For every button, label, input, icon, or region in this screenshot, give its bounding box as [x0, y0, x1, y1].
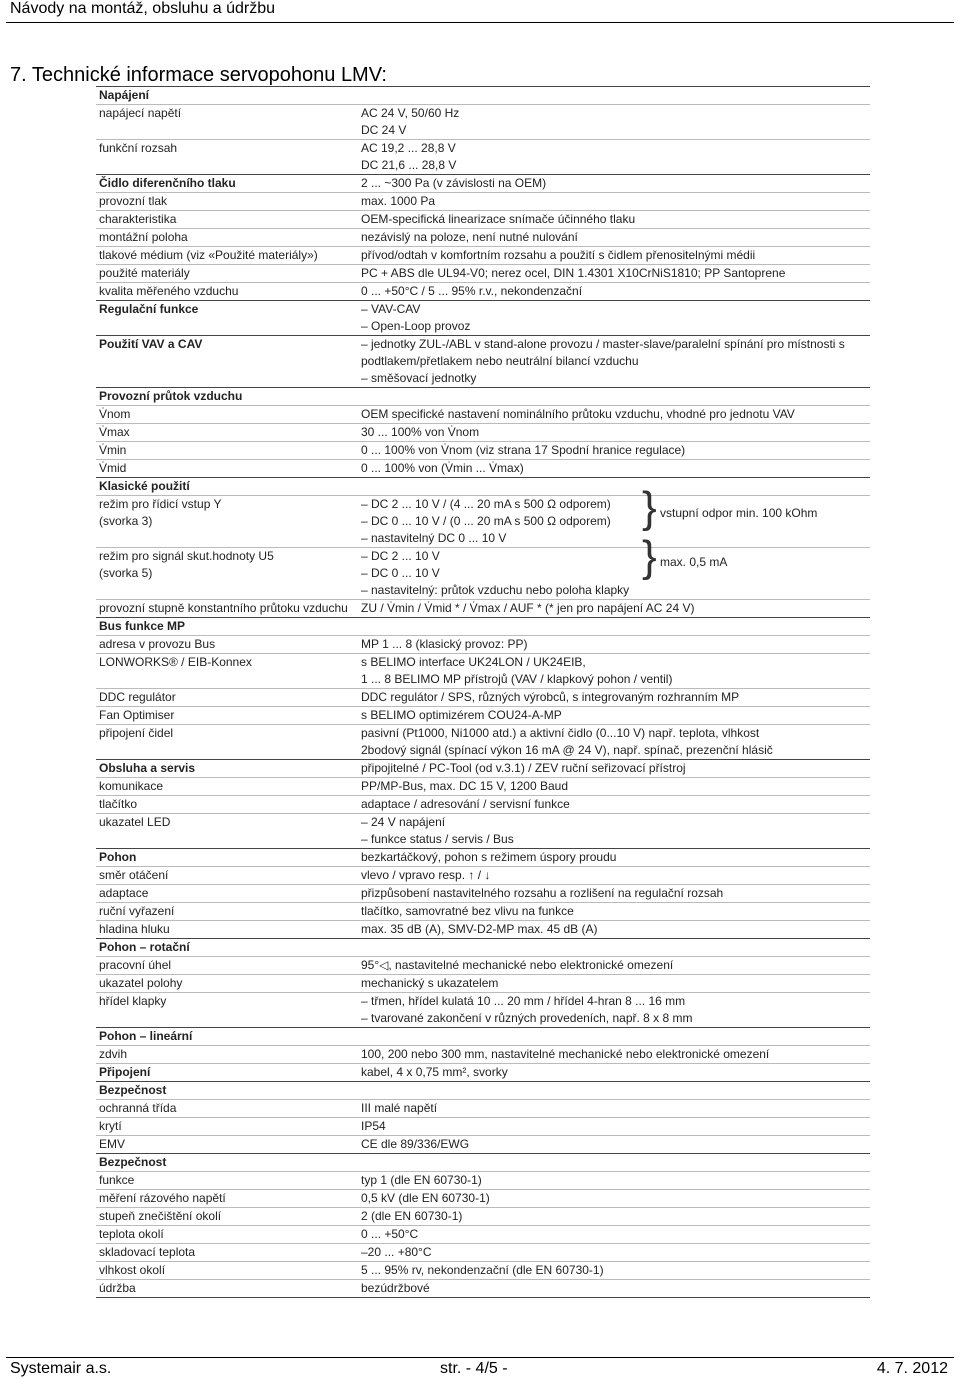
value-line: bezkartáčkový, pohon s režimem úspory proudu — [361, 850, 617, 864]
value-line: AC 24 V, 50/60 Hz — [361, 106, 460, 120]
value-line: – třmen, hřídel kulatá 10 ... 20 mm / hřídel 4-hran 8 ... 16 mm — [361, 994, 686, 1008]
section-title: Bezpečnost — [99, 1083, 167, 1097]
spec-label: pracovní úhel — [99, 958, 172, 972]
spec-row — [96, 795, 870, 813]
spec-label: V̇mid — [99, 461, 127, 475]
spec-label: V̇max — [99, 425, 130, 439]
section-title: Bezpečnost — [99, 1155, 167, 1169]
spec-value — [361, 1244, 870, 1261]
value-line: MP 1 ... 8 (klasický provoz: PP) — [361, 637, 528, 651]
value-line: max. 1000 Pa — [361, 194, 436, 208]
section-heading — [96, 938, 870, 956]
value-line: 2bodový signál (spínací výkon 16 mA @ 24 V), např. spínač, prezenční hlásič — [361, 743, 773, 757]
spec-value — [361, 496, 870, 547]
value-line: OEM specifické nastavení nominálního průtoku vzduchu, vhodné pro jednotu VAV — [361, 407, 795, 421]
value-line: DC 21,6 ... 28,8 V — [361, 158, 457, 172]
spec-label: tlakové médium (viz «Použité materiály») — [99, 248, 318, 262]
spec-label: stupeň znečištění okolí — [99, 1209, 222, 1223]
spec-row — [96, 688, 870, 706]
spec-row — [96, 1117, 870, 1135]
spec-row — [96, 547, 870, 599]
spec-label: kvalita měřeného vzduchu — [99, 284, 239, 298]
brace-note-output: max. 0,5 mA — [660, 555, 728, 569]
spec-row — [96, 866, 870, 884]
section-heading — [96, 1081, 870, 1099]
spec-row — [96, 459, 870, 477]
spec-row — [96, 282, 870, 300]
value-line: – nastavitelný: průtok vzduchu nebo poloha klapky — [361, 583, 630, 597]
section-heading — [96, 848, 870, 866]
spec-row — [96, 1099, 870, 1117]
value-line: ZU / V̇min / V̇mid * / V̇max / AUF * (* jen pro napájení AC 24 V) — [361, 601, 695, 615]
value-line: pasivní (Pt1000, Ni1000 atd.) a aktivní čidlo (0...10 V) např. teplota, vlhkost — [361, 726, 760, 740]
spec-value — [361, 424, 870, 441]
spec-value — [361, 105, 870, 139]
value-line: mechanický s ukazatelem — [361, 976, 499, 990]
value-line: – VAV-CAV — [361, 302, 421, 316]
value-line: IP54 — [361, 1119, 386, 1133]
spec-row — [96, 441, 870, 459]
spec-label: Připojení — [99, 1065, 151, 1079]
spec-value — [361, 1100, 870, 1117]
spec-row — [96, 1063, 870, 1081]
section-title: Obsluha a servis — [99, 761, 196, 775]
page-title: 7. Technické informace servopohonu LMV: — [10, 64, 387, 86]
section-heading — [96, 477, 870, 495]
section-heading — [96, 174, 870, 192]
spec-value — [361, 1064, 870, 1081]
spec-value — [361, 247, 870, 264]
spec-value — [361, 885, 870, 902]
spec-row — [96, 956, 870, 974]
header-rule — [6, 22, 954, 23]
value-line: bezúdržbové — [361, 1281, 430, 1295]
spec-value — [361, 442, 870, 459]
section-title: Pohon – rotační — [99, 940, 190, 954]
spec-label: ochranná třída — [99, 1101, 177, 1115]
value-line: 0 ... 100% von V̇nom (viz strana 17 Spodní hranice regulace) — [361, 443, 686, 457]
spec-value — [361, 1136, 870, 1153]
value-line: – 24 V napájení — [361, 815, 446, 829]
value-line: adaptace / adresování / servisní funkce — [361, 797, 570, 811]
spec-label: EMV — [99, 1137, 126, 1151]
spec-label: režim pro řídicí vstup Y (svorka 3) — [99, 497, 222, 528]
value-line: 2 (dle EN 60730-1) — [361, 1209, 463, 1223]
spec-label: Fan Optimiser — [99, 708, 175, 722]
spec-value — [361, 1226, 870, 1243]
value-line: kabel, 4 x 0,75 mm², svorky — [361, 1065, 508, 1079]
footer-date: 4. 7. 2012 — [876, 1360, 948, 1377]
spec-value — [361, 1262, 870, 1279]
value-line: 0,5 kV (dle EN 60730-1) — [361, 1191, 490, 1205]
value-line: 0 ... +50°C / 5 ... 95% r.v., nekondenzační — [361, 284, 583, 298]
section-value — [361, 388, 870, 405]
spec-row — [96, 210, 870, 228]
spec-sheet — [96, 86, 870, 1298]
spec-row — [96, 1045, 870, 1063]
spec-row — [96, 1135, 870, 1153]
spec-row — [96, 813, 870, 848]
section-value — [361, 939, 870, 956]
value-line: 0 ... 100% von (V̇min ... V̇max) — [361, 461, 524, 475]
section-title: Klasické použití — [99, 479, 190, 493]
spec-row — [96, 974, 870, 992]
value-line: – směšovací jednotky — [361, 371, 477, 385]
spec-label: zdvih — [99, 1047, 128, 1061]
spec-row — [96, 653, 870, 688]
spec-row — [96, 902, 870, 920]
spec-label: charakteristika — [99, 212, 177, 226]
value-line: OEM-specifická linearizace snímače účinného tlaku — [361, 212, 636, 226]
spec-value — [361, 193, 870, 210]
section-value — [361, 175, 870, 192]
spec-row — [96, 777, 870, 795]
spec-value — [361, 406, 870, 423]
spec-label: funkční rozsah — [99, 141, 178, 155]
section-heading — [96, 300, 870, 335]
value-line: tlačítko, samovratné bez vlivu na funkce — [361, 904, 574, 918]
spec-label: připojení čidel — [99, 726, 174, 740]
spec-label: použité materiály — [99, 266, 190, 280]
section-heading — [96, 617, 870, 635]
section-title: Regulační funkce — [99, 302, 199, 316]
spec-value — [361, 1280, 870, 1297]
spec-row — [96, 139, 870, 174]
spec-row — [96, 405, 870, 423]
value-line: typ 1 (dle EN 60730-1) — [361, 1173, 482, 1187]
spec-row — [96, 1243, 870, 1261]
section-title: Bus funkce MP — [99, 619, 186, 633]
value-line: III malé napětí — [361, 1101, 438, 1115]
spec-value — [361, 1118, 870, 1135]
spec-row — [96, 1279, 870, 1297]
spec-label: montážní poloha — [99, 230, 188, 244]
section-title: Provozní průtok vzduchu — [99, 389, 243, 403]
spec-row — [96, 884, 870, 902]
value-line: 100, 200 nebo 300 mm, nastavitelné mechanické nebo elektronické omezení — [361, 1047, 770, 1061]
spec-value — [361, 283, 870, 300]
value-line: PP/MP-Bus, max. DC 15 V, 1200 Baud — [361, 779, 568, 793]
spec-row — [96, 1225, 870, 1243]
spec-value — [361, 140, 870, 174]
section-value — [361, 336, 870, 387]
spec-label: režim pro signál skut.hodnoty U5 (svorka 5) — [99, 549, 274, 580]
section-value — [361, 849, 870, 866]
value-line: – nastavitelný DC 0 ... 10 V — [361, 531, 507, 545]
spec-value — [361, 1190, 870, 1207]
spec-label: adresa v provozu Bus — [99, 637, 216, 651]
value-line: – DC 2 ... 10 V / (4 ... 20 mA s 500 Ω odporem) — [361, 497, 611, 511]
section-heading — [96, 759, 870, 777]
spec-value — [361, 460, 870, 477]
value-line: – jednotky ZUL-/ABL v stand-alone provozu / master-slave/paralelní spínání pro místnosti s — [361, 337, 845, 351]
spec-label: tlačítko — [99, 797, 138, 811]
spec-row — [96, 635, 870, 653]
value-line: s BELIMO interface UK24LON / UK24EIB, — [361, 655, 586, 669]
spec-value — [361, 778, 870, 795]
spec-label: LONWORKS® / EIB-Konnex — [99, 655, 252, 669]
value-line: nezávislý na poloze, není nutné nulování — [361, 230, 578, 244]
footer-rule — [6, 1357, 954, 1358]
value-line: 0 ... +50°C — [361, 1227, 419, 1241]
spec-value — [361, 211, 870, 228]
section-heading — [96, 86, 870, 104]
spec-label: hřídel klapky — [99, 994, 167, 1008]
spec-value — [361, 867, 870, 884]
value-line: DC 24 V — [361, 123, 407, 137]
section-value — [361, 301, 870, 335]
spec-value — [361, 707, 870, 724]
spec-value — [361, 921, 870, 938]
value-line: – DC 0 ... 10 V / (0 ... 20 mA s 500 Ω odporem) — [361, 514, 611, 528]
spec-label: měření rázového napětí — [99, 1191, 226, 1205]
section-title: Napájení — [99, 88, 150, 102]
spec-label: napájecí napětí — [99, 106, 182, 120]
section-title: Použití VAV a CAV — [99, 337, 203, 351]
value-line: 2 ... ~300 Pa (v závislosti na OEM) — [361, 176, 547, 190]
value-line: podtlakem/přetlakem nebo neutrální bilancí vzduchu — [361, 354, 639, 368]
spec-row — [96, 228, 870, 246]
value-line: – tvarované zakončení v různých provedeních, např. 8 x 8 mm — [361, 1011, 693, 1025]
brace-icon: } — [642, 532, 657, 581]
value-line: –20 ... +80°C — [361, 1245, 432, 1259]
spec-label: funkce — [99, 1173, 135, 1187]
spec-row — [96, 599, 870, 617]
section-title: Čidlo diferenčního tlaku — [99, 176, 236, 190]
spec-label: hladina hluku — [99, 922, 170, 936]
section-heading — [96, 1153, 870, 1171]
value-line: AC 19,2 ... 28,8 V — [361, 141, 456, 155]
section-value — [361, 1154, 870, 1171]
section-value — [361, 478, 870, 495]
spec-value — [361, 975, 870, 992]
spec-label: provozní tlak — [99, 194, 168, 208]
spec-value — [361, 654, 870, 688]
section-value — [361, 760, 870, 777]
spec-label: směr otáčení — [99, 868, 169, 882]
spec-value — [361, 814, 870, 848]
section-heading — [96, 387, 870, 405]
spec-value — [361, 725, 870, 759]
brace-note-input: vstupní odpor min. 100 kOhm — [660, 506, 818, 520]
footer-page: str. - 4/5 - — [440, 1360, 508, 1377]
value-line: PC + ABS dle UL94-V0; nerez ocel, DIN 1.4301 X10CrNiS1810; PP Santoprene — [361, 266, 786, 280]
spec-label: skladovací teplota — [99, 1245, 196, 1259]
spec-label: ukazatel polohy — [99, 976, 183, 990]
footer-company: Systemair a.s. — [10, 1360, 112, 1377]
section-title: Pohon – lineární — [99, 1029, 193, 1043]
value-line: DDC regulátor / SPS, různých výrobců, s integrovaným rozhranním MP — [361, 690, 740, 704]
value-line: 5 ... 95% rv, nekondenzační (dle EN 60730-1) — [361, 1263, 604, 1277]
value-line: 1 ... 8 BELIMO MP přístrojů (VAV / klapkový pohon / ventil) — [361, 672, 673, 686]
spec-value — [361, 957, 870, 974]
spec-value — [361, 1208, 870, 1225]
spec-label: krytí — [99, 1119, 122, 1133]
spec-row — [96, 495, 870, 547]
spec-value — [361, 600, 870, 617]
value-line: – Open-Loop provoz — [361, 319, 471, 333]
spec-row — [96, 423, 870, 441]
spec-value — [361, 548, 870, 599]
spec-label: V̇nom — [99, 407, 131, 421]
spec-value — [361, 229, 870, 246]
spec-row — [96, 724, 870, 759]
value-line: připojitelné / PC-Tool (od v.3.1) / ZEV ruční seřizovací přístroj — [361, 761, 686, 775]
spec-label: teplota okolí — [99, 1227, 164, 1241]
section-value — [361, 618, 870, 635]
page-header: Návody na montáž, obsluhu a údržbu — [10, 0, 276, 17]
spec-label: komunikace — [99, 779, 164, 793]
spec-label: V̇min — [99, 443, 127, 457]
spec-row — [96, 1261, 870, 1279]
value-line: – DC 0 ... 10 V — [361, 566, 440, 580]
spec-row — [96, 246, 870, 264]
value-line: přívod/odtah v komfortním rozsahu a použití s čidlem přenositelnými médii — [361, 248, 756, 262]
spec-label: provozní stupně konstantního průtoku vzduchu — [99, 601, 348, 615]
value-line: přizpůsobení nastavitelného rozsahu a rozlišení na regulační rozsah — [361, 886, 724, 900]
spec-label: ukazatel LED — [99, 815, 171, 829]
section-value — [361, 1028, 870, 1045]
spec-label: údržba — [99, 1281, 136, 1295]
spec-label: DDC regulátor — [99, 690, 176, 704]
value-line: – DC 2 ... 10 V — [361, 549, 440, 563]
spec-value — [361, 1046, 870, 1063]
spec-row — [96, 992, 870, 1027]
spec-row — [96, 920, 870, 938]
spec-row — [96, 192, 870, 210]
value-line: max. 35 dB (A), SMV-D2-MP max. 45 dB (A) — [361, 922, 598, 936]
spec-label: ruční vyřazení — [99, 904, 175, 918]
spec-label: adaptace — [99, 886, 149, 900]
spec-value — [361, 1172, 870, 1189]
spec-row — [96, 264, 870, 282]
spec-value — [361, 265, 870, 282]
value-line: vlevo / vpravo resp. ↑ / ↓ — [361, 868, 491, 882]
value-line: CE dle 89/336/EWG — [361, 1137, 470, 1151]
spec-value — [361, 993, 870, 1027]
value-line: s BELIMO optimizérem COU24-A-MP — [361, 708, 562, 722]
value-line: 30 ... 100% von V̇nom — [361, 425, 480, 439]
section-heading — [96, 1027, 870, 1045]
spec-value — [361, 796, 870, 813]
section-value — [361, 1082, 870, 1099]
spec-row — [96, 104, 870, 139]
spec-row — [96, 1207, 870, 1225]
spec-value — [361, 689, 870, 706]
value-line: – funkce status / servis / Bus — [361, 832, 514, 846]
spec-row — [96, 1189, 870, 1207]
value-line: 95°◁, nastavitelné mechanické nebo elektronické omezení — [361, 958, 674, 972]
brace-icon: } — [642, 483, 657, 532]
section-title: Pohon — [99, 850, 137, 864]
spec-row — [96, 706, 870, 724]
section-heading — [96, 335, 870, 387]
spec-row — [96, 1171, 870, 1189]
sheet-end-rule — [96, 1297, 870, 1298]
spec-label: vlhkost okolí — [99, 1263, 166, 1277]
section-value — [361, 87, 870, 104]
spec-value — [361, 903, 870, 920]
spec-value — [361, 636, 870, 653]
